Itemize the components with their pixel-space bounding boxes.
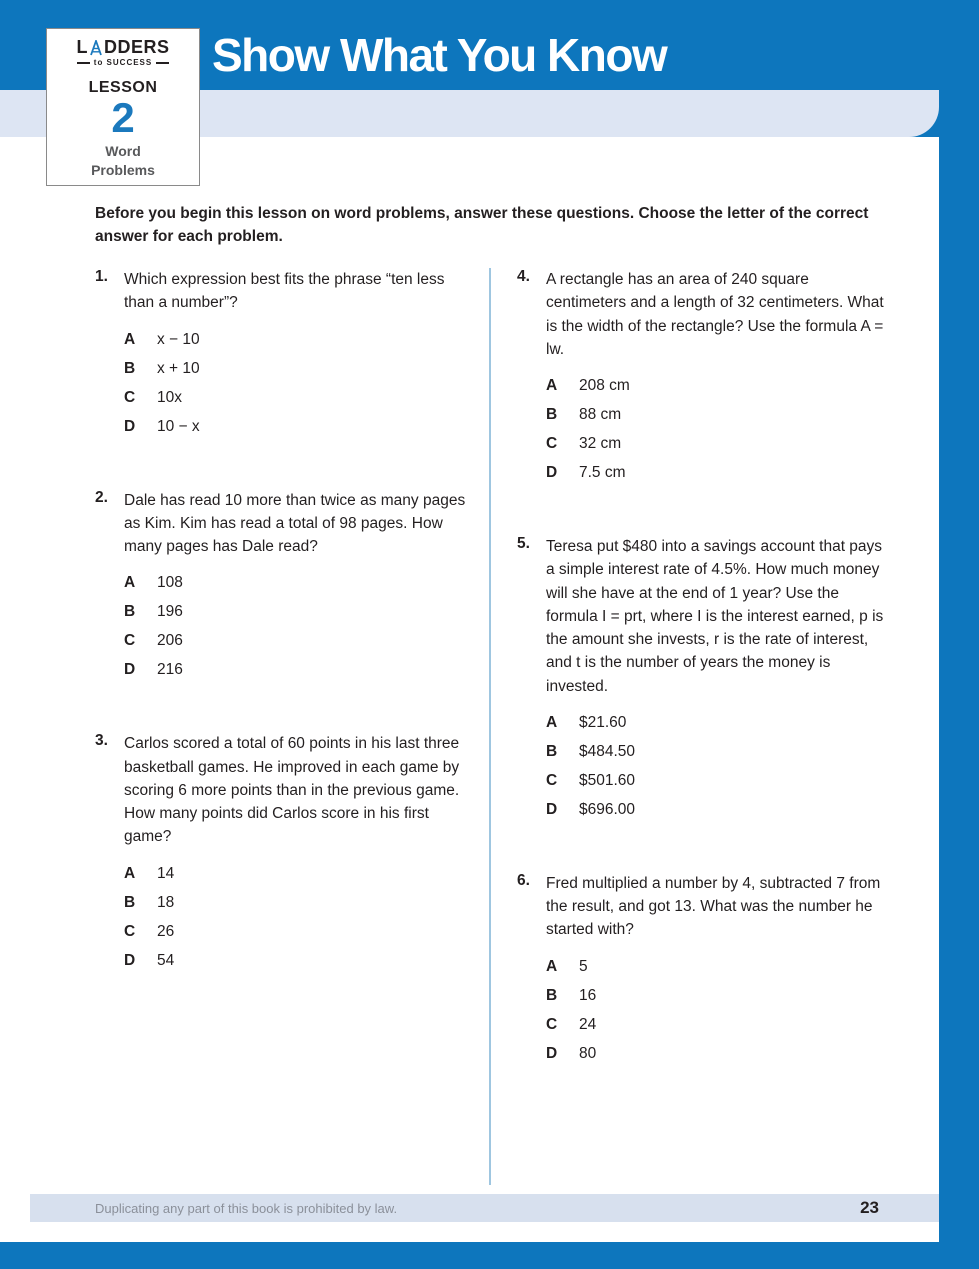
- question-text: Dale has read 10 more than twice as many pages as Kim. Kim has read a total of 98 pages. How many pages has Dale read?: [124, 491, 466, 555]
- question-4: [517, 268, 889, 493]
- question-2: [95, 489, 467, 691]
- answer-option: [546, 464, 889, 482]
- question-5: [517, 535, 889, 830]
- answer-option: [124, 923, 467, 941]
- option-text: 208 cm: [579, 377, 630, 394]
- question-3: [95, 732, 467, 980]
- question-text: A rectangle has an area of 240 square centimeters and a length of 32 centimeters. What is the width of the rectangle? Use the formula A = lw.: [546, 271, 884, 358]
- option-text: $501.60: [579, 771, 636, 789]
- copyright-notice: Duplicating any part of this book is prohibited by law.: [95, 1200, 398, 1216]
- question-number: 4.: [517, 268, 530, 285]
- option-text: 10 − x: [157, 417, 200, 435]
- logo-subtext-label: to SUCCESS: [93, 58, 153, 67]
- option-text: 216: [157, 661, 183, 679]
- option-text: 108: [157, 574, 183, 592]
- option-letter: B: [546, 406, 558, 423]
- answer-option: [546, 377, 889, 395]
- answer-option: [124, 865, 467, 883]
- answer-option: [546, 714, 889, 732]
- options-list: [124, 331, 467, 436]
- bottom-bar: [0, 1242, 979, 1269]
- option-letter: D: [124, 661, 136, 679]
- option-text: $484.50: [579, 742, 636, 760]
- option-letter: C: [546, 435, 558, 452]
- column-divider: [489, 268, 491, 1185]
- answer-option: [546, 743, 889, 761]
- question-number: 2.: [95, 488, 108, 506]
- answer-option: [124, 360, 467, 378]
- option-text: 80: [579, 1044, 597, 1062]
- lesson-name: Word Problems: [91, 143, 155, 178]
- option-text: 7.5 cm: [579, 464, 626, 481]
- question-number: 5.: [517, 535, 530, 552]
- option-text: 26: [157, 922, 175, 940]
- option-letter: A: [124, 864, 136, 882]
- option-letter: B: [546, 986, 558, 1004]
- option-text: 10x: [157, 388, 182, 406]
- options-list: [124, 865, 467, 970]
- instructions-text: Before you begin this lesson on word problems, answer these questions. Choose the letter of the correct answer for each problem.: [95, 205, 869, 246]
- option-letter: D: [546, 800, 558, 818]
- question-1: [95, 268, 467, 447]
- footer-band: [30, 1194, 939, 1222]
- option-letter: A: [546, 377, 558, 394]
- page-number: 23: [860, 1198, 879, 1217]
- answer-option: [124, 418, 467, 436]
- option-text: 88 cm: [579, 406, 622, 423]
- option-text: 54: [157, 951, 175, 969]
- question-number: 6.: [517, 871, 530, 889]
- answer-option: [546, 958, 889, 976]
- lesson-box: [46, 28, 200, 186]
- option-letter: D: [124, 417, 136, 435]
- option-text: 196: [157, 603, 183, 621]
- lesson-label: LESSON: [88, 79, 158, 96]
- option-text: 5: [579, 957, 588, 975]
- option-letter: B: [124, 603, 136, 621]
- answer-option: [124, 331, 467, 349]
- answer-option: [546, 1016, 889, 1034]
- answer-option: [124, 632, 467, 650]
- question-number: 3.: [95, 732, 108, 750]
- option-text: 206: [157, 632, 183, 650]
- answer-option: [124, 894, 467, 912]
- option-letter: C: [124, 632, 136, 650]
- answer-option: [124, 952, 467, 970]
- ladders-logo: [47, 38, 199, 56]
- options-list: [546, 714, 889, 819]
- answer-option: [546, 801, 889, 819]
- question-text: Carlos scored a total of 60 points in his last three basketball games. He improved in each game by scoring 6 more points than in the previous game. How many points did Carlos score in his first game?: [124, 735, 460, 846]
- option-letter: A: [546, 713, 558, 731]
- answer-option: [124, 574, 467, 592]
- answer-option: [546, 987, 889, 1005]
- option-text: 24: [579, 1015, 597, 1033]
- question-text: Teresa put $480 into a savings account that pays a simple interest rate of 4.5%. How much money will she have at the end of 1 year? Use the formula I = prt, where I is the interest earned, p is the amount she invests, r is the rate of interest, and t is the number of years the money is invested.: [546, 538, 884, 695]
- option-text: 32 cm: [579, 435, 622, 452]
- option-text: 18: [157, 893, 175, 911]
- question-6: [517, 872, 889, 1074]
- answer-option: [124, 389, 467, 407]
- left-column: [95, 268, 467, 1185]
- answer-option: [546, 1045, 889, 1063]
- answer-option: [546, 435, 889, 453]
- logo-text-suffix: DDERS: [103, 37, 170, 57]
- answer-option: [124, 661, 467, 679]
- right-edge-strip: [939, 0, 979, 1269]
- logo-text-prefix: L: [76, 37, 88, 57]
- option-letter: D: [546, 1044, 558, 1062]
- option-letter: C: [124, 388, 136, 406]
- option-letter: C: [546, 771, 558, 789]
- option-letter: A: [124, 330, 136, 348]
- answer-option: [546, 772, 889, 790]
- question-text: Fred multiplied a number by 4, subtracted 7 from the result, and got 13. What was the number he started with?: [546, 874, 881, 939]
- option-text: x + 10: [157, 359, 200, 377]
- answer-option: [124, 603, 467, 621]
- right-column: [517, 268, 889, 1185]
- question-text: Which expression best fits the phrase “ten less than a number”?: [124, 271, 445, 312]
- answer-option: [546, 406, 889, 424]
- option-text: x − 10: [157, 330, 200, 348]
- option-letter: A: [546, 957, 558, 975]
- option-letter: D: [124, 951, 136, 969]
- lesson-number: 2: [111, 94, 135, 141]
- option-text: $21.60: [579, 713, 627, 731]
- option-letter: B: [546, 742, 558, 760]
- logo-subtext: [77, 58, 169, 67]
- option-letter: C: [124, 922, 136, 940]
- options-list: [124, 574, 467, 679]
- option-letter: C: [546, 1015, 558, 1033]
- page-title: Show What You Know: [212, 29, 667, 81]
- option-letter: B: [124, 359, 136, 377]
- options-list: [546, 958, 889, 1063]
- option-text: $696.00: [579, 800, 636, 818]
- question-columns: [95, 268, 901, 1185]
- options-list: [546, 377, 889, 482]
- ladder-icon: [89, 40, 103, 56]
- question-number: 1.: [95, 268, 108, 285]
- option-letter: B: [124, 893, 136, 911]
- option-text: 14: [157, 864, 175, 882]
- option-letter: A: [124, 574, 136, 592]
- option-text: 16: [579, 986, 597, 1004]
- option-letter: D: [546, 464, 558, 481]
